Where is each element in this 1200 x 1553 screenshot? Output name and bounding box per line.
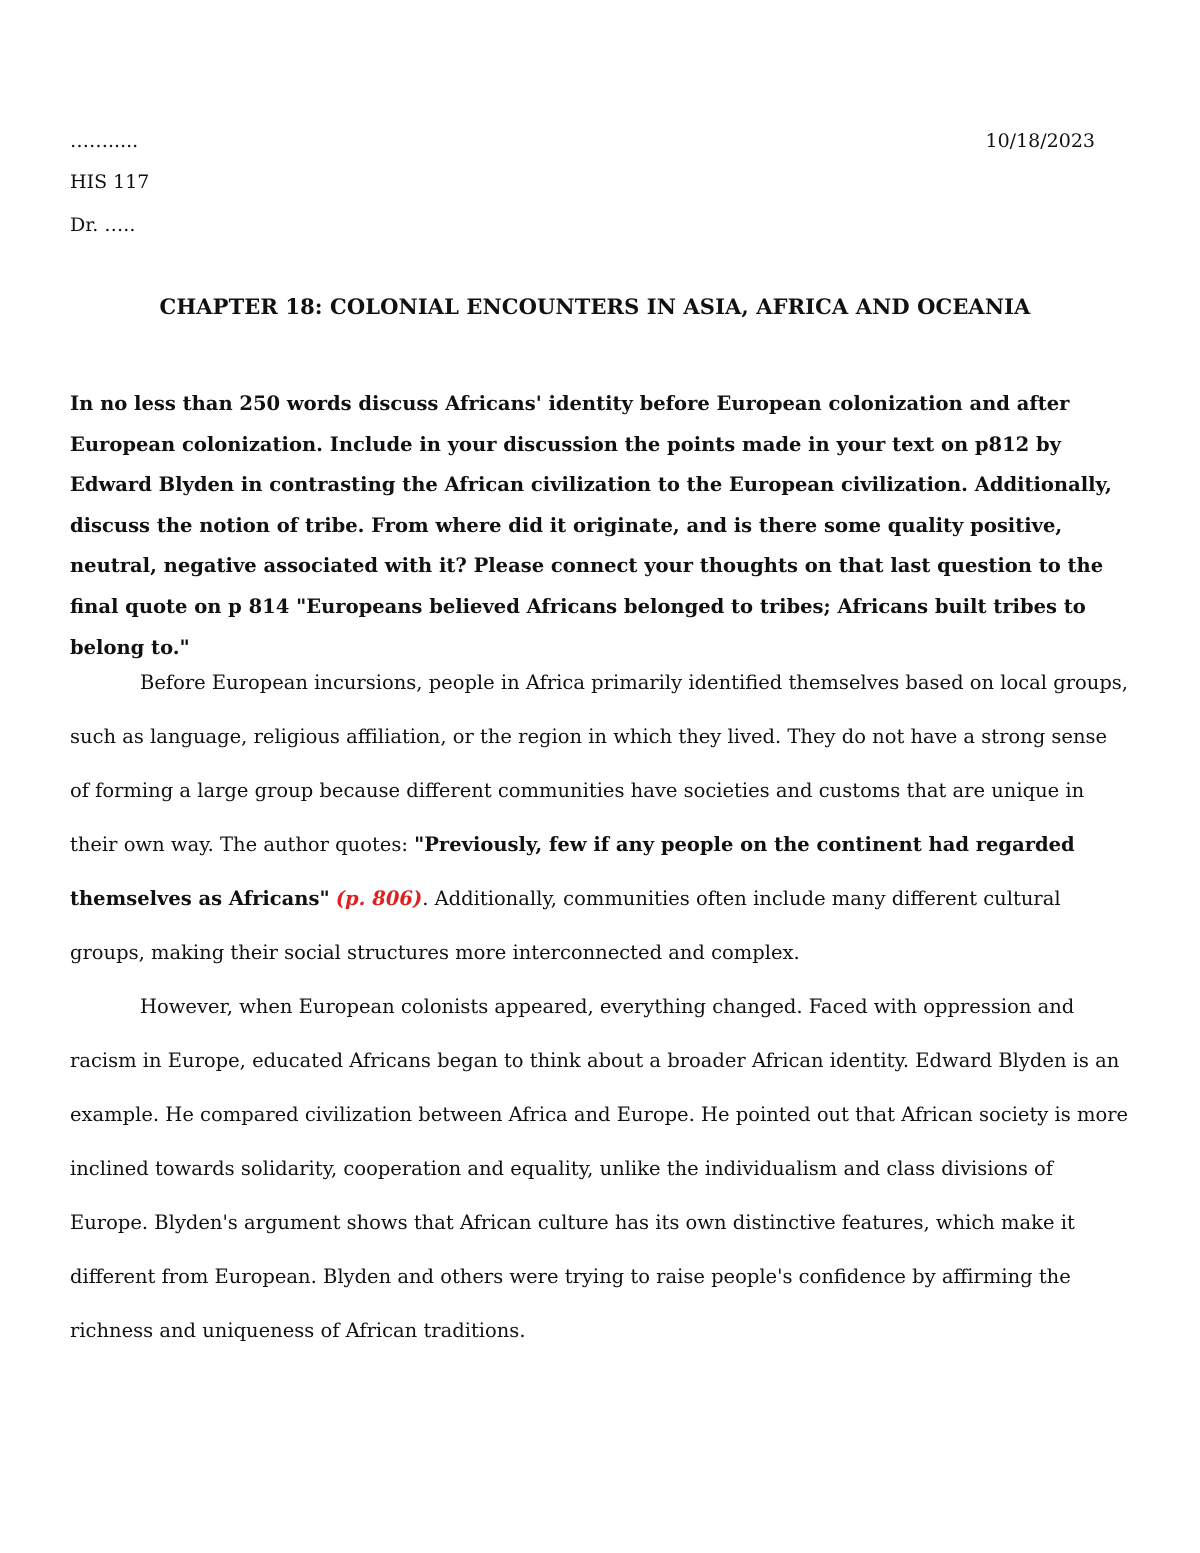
student-name: ……..... (70, 130, 139, 152)
course-code: HIS 117 (70, 171, 150, 193)
paragraph-2: However, when European colonists appeared, everything changed. Faced with oppression and racism in Europe, educated Africans began to think about a broader African identity. Edward Blyden is an example. He compared civilization between Africa and Europe. He pointed out that African society is more inclined towards solidarity, cooperation and equality, unlike the individualism and class divisions of Europe. Blyden's argument shows that African culture has its own distinctive features, which make it different from European. Blyden and others were trying to raise people's confidence by affirming the richness and uniqueness of African traditions. (70, 995, 1129, 1342)
document-date: 10/18/2023 (985, 130, 1095, 152)
page-citation: (p. 806) (335, 887, 423, 910)
document-title: CHAPTER 18: COLONIAL ENCOUNTERS IN ASIA, AFRICA AND OCEANIA (159, 294, 1031, 319)
essay-body (70, 656, 1130, 1358)
paragraph-1-intro: Before European incursions, people in Africa primarily identified themselves based on local groups, such as language, religious affiliation, or the region in which they lived. They do not have a strong sense of forming a large group because different communities have societies and customs that are unique in their own way. The author quotes: (70, 671, 1129, 856)
instructor-name: Dr. ….. (70, 214, 136, 236)
paragraph-1 (70, 656, 1130, 980)
quoted-text: "Previously, few if any people on the continent had regarded themselves as Africans" (70, 833, 1075, 910)
assignment-prompt: In no less than 250 words discuss Africans' identity before European colonization and after European colonization. Include in your discussion the points made in your text on p812 by Edward Blyden in contrasting the African civilization to the European civilization. Additionally, discuss the notion of tribe. From where did it originate, and is there some quality positive, neutral, negative associated with it? Please connect your thoughts on that last question to the final quote on p 814 "Europeans believed Africans belonged to tribes; Africans built tribes to belong to." (70, 392, 1112, 659)
paragraph-1-continuation: . Additionally, communities often include many different cultural groups, making their social structures more interconnected and complex. (70, 887, 1061, 964)
